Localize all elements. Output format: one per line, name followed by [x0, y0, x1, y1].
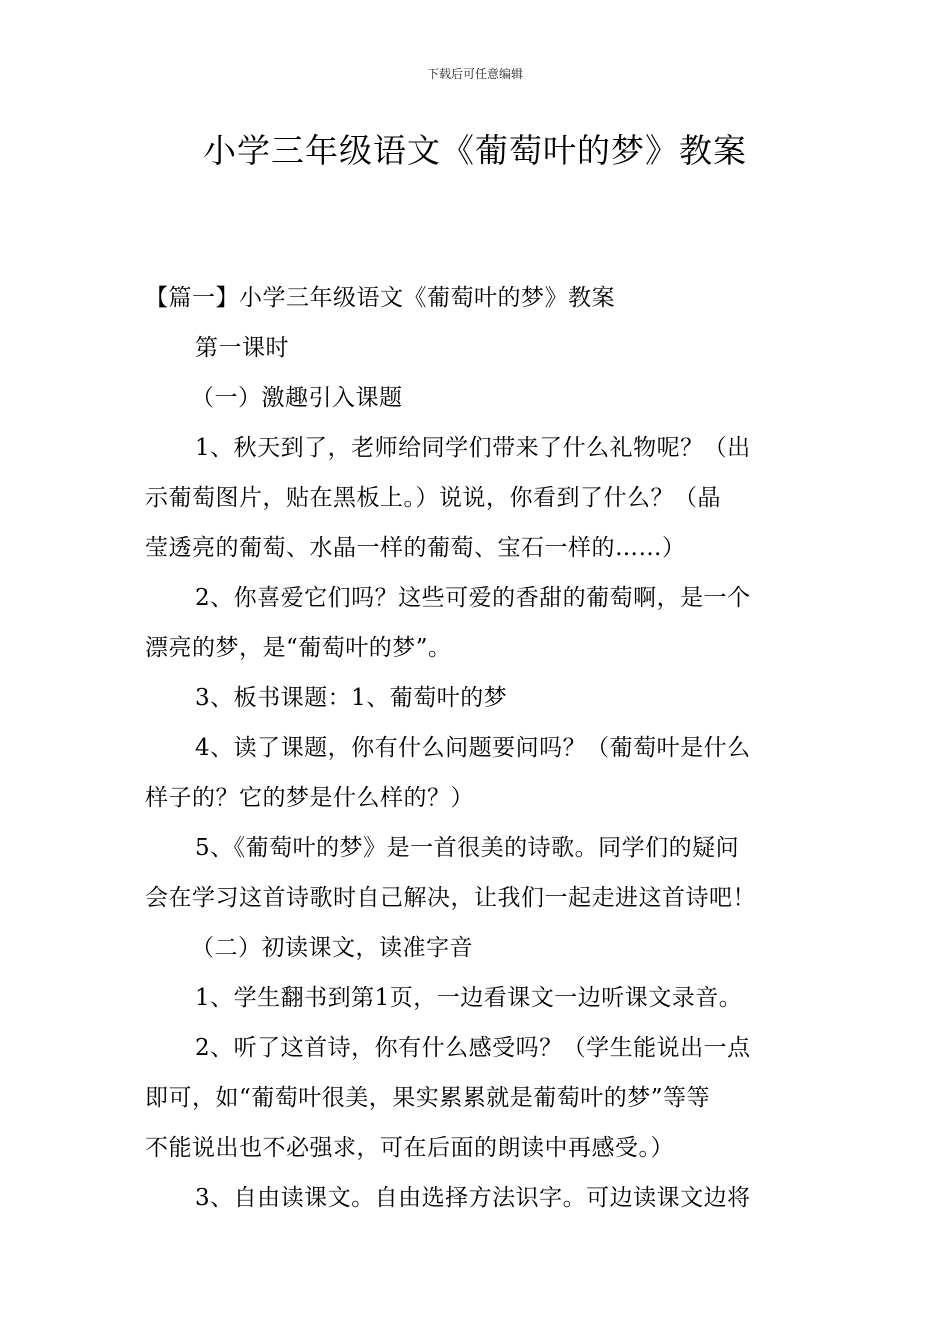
- document-body: [145, 273, 810, 1223]
- paragraph-line: 2、听了这首诗，你有什么感受吗？（学生能说出一点: [195, 1035, 751, 1061]
- subsection-heading: （二）初读课文，读准字音: [191, 935, 473, 961]
- paragraph-line: 样子的？它的梦是什么样的？）: [145, 785, 474, 811]
- paragraph-line: 1、秋天到了，老师给同学们带来了什么礼物呢？（出: [195, 435, 751, 461]
- lesson-heading: 第一课时: [195, 335, 289, 361]
- paragraph-line: 4、读了课题，你有什么问题要问吗？（葡萄叶是什么: [195, 735, 751, 761]
- paragraph-line: 2、你喜爱它们吗？这些可爱的香甜的葡萄啊，是一个: [195, 585, 751, 611]
- paragraph-line: 3、自由读课文。自由选择方法识字。可边读课文边将: [195, 1185, 751, 1211]
- paragraph-line: 漂亮的梦，是“葡萄叶的梦”。: [145, 635, 452, 661]
- paragraph-line: 5、《葡萄叶的梦》是一首很美的诗歌。同学们的疑问: [195, 835, 740, 861]
- paragraph-line: 3、板书课题：1、葡萄叶的梦: [195, 685, 508, 711]
- section-heading: 【篇一】小学三年级语文《葡萄叶的梦》教案: [145, 285, 615, 311]
- paragraph-line: 1、学生翻书到第1页，一边看课文一边听课文录音。: [195, 985, 743, 1011]
- paragraph-line: 不能说出也不必强求，可在后面的朗读中再感受。）: [145, 1135, 674, 1161]
- paragraph-line: 示葡萄图片，贴在黑板上。）说说，你看到了什么？（晶: [145, 485, 721, 511]
- header-note: 下载后可任意编辑: [426, 67, 523, 81]
- document-title: 小学三年级语文《葡萄叶的梦》教案: [203, 131, 747, 170]
- paragraph-line: 即可，如“葡萄叶很美，果实累累就是葡萄叶的梦”等等: [145, 1085, 711, 1111]
- paragraph-line: 会在学习这首诗歌时自己解决，让我们一起走进这首诗吧！: [145, 885, 756, 911]
- subsection-heading: （一）激趣引入课题: [191, 385, 403, 411]
- paragraph-line: 莹透亮的葡萄、水晶一样的葡萄、宝石一样的……）: [145, 535, 686, 561]
